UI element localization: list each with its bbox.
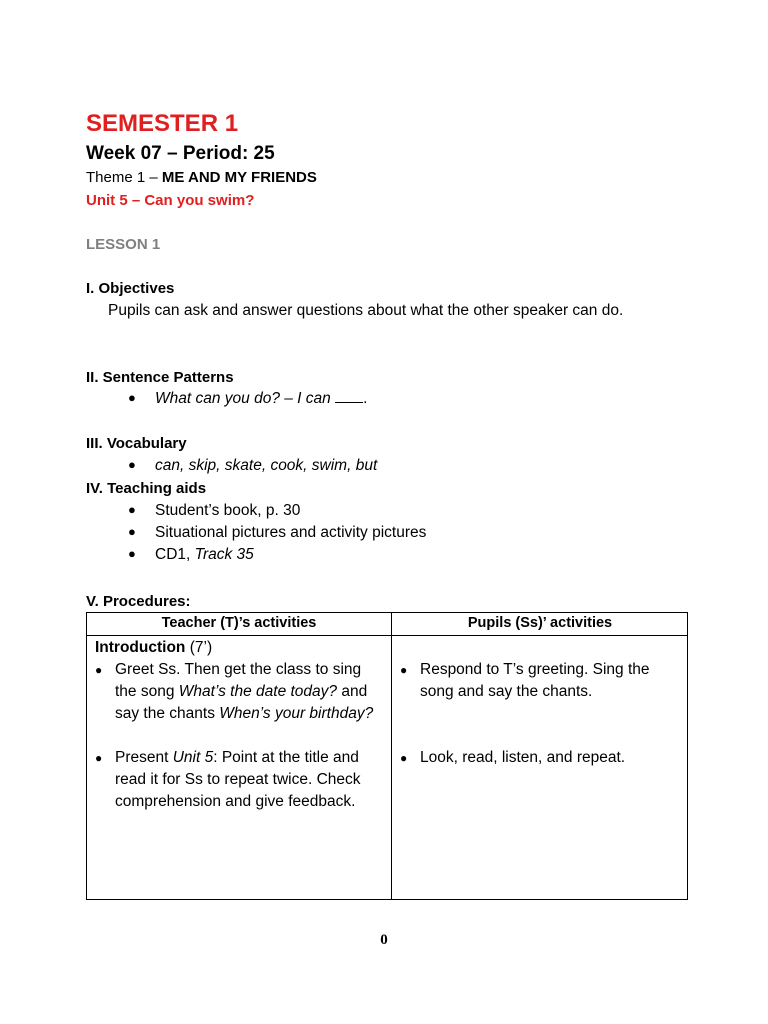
teaching-aid-text: Situational pictures and activity pictures (155, 524, 427, 541)
teaching-aid-text: Student’s book, p. 30 (155, 502, 301, 519)
teaching-aid-item (128, 546, 254, 564)
introduction-label (95, 637, 212, 659)
intro-time: (7’) (185, 639, 213, 656)
vocabulary-heading: III. Vocabulary (86, 435, 187, 452)
sentence-patterns-heading: II. Sentence Patterns (86, 369, 234, 386)
bullet-icon: ● (400, 751, 408, 765)
bullet-icon: ● (128, 546, 136, 561)
page-number: 0 (380, 932, 388, 948)
teaching-aid-text: CD1, (155, 546, 195, 563)
table-column-divider (391, 613, 392, 899)
intro-label: Introduction (95, 639, 186, 656)
lesson-label: LESSON 1 (86, 236, 161, 253)
vocabulary-item (128, 457, 377, 475)
week-period: Week 07 – Period: 25 (86, 143, 275, 164)
table-header-divider (87, 635, 687, 636)
activity-text: Greet Ss. Then get the class to sing the song (115, 661, 362, 700)
unit-title: Unit 5 – Can you swim? (86, 192, 255, 209)
activity-text: Look, read, listen, and repeat. (420, 749, 626, 766)
activity-text: Respond to T’s greeting. Sing the song and say the chants. (420, 661, 650, 700)
bullet-icon: ● (95, 751, 103, 765)
bullet-icon: ● (95, 663, 103, 677)
teaching-aids-heading: IV. Teaching aids (86, 480, 207, 497)
theme-line (86, 169, 317, 186)
teaching-aid-item (128, 502, 300, 520)
theme-prefix: Theme 1 – (86, 169, 162, 186)
unit-reference: Unit 5 (172, 749, 214, 766)
objectives-text: Pupils can ask and answer questions about what the other speaker can do. (108, 302, 624, 319)
procedures-table (86, 612, 688, 900)
teaching-aid-item (128, 524, 426, 542)
track-label: Track 35 (194, 546, 254, 563)
vocabulary-words: can, skip, skate, cook, swim, but (155, 457, 378, 474)
pattern-prefix: What can you do? – I can (155, 390, 331, 407)
objectives-heading: I. Objectives (86, 280, 175, 297)
activity-text: and say the chants (115, 683, 368, 722)
procedures-heading: V. Procedures: (86, 593, 191, 610)
activity-text: : Point at the title and read it for Ss to repeat twice. Check comprehension and give feedback. (115, 749, 361, 810)
bullet-icon: ● (128, 390, 136, 405)
song-title: What’s the date today? (178, 683, 338, 700)
semester-title: SEMESTER 1 (86, 110, 239, 137)
teacher-activity-1 (95, 659, 383, 725)
sentence-pattern-item (128, 390, 367, 408)
pupils-column-header: Pupils (Ss)’ activities (467, 615, 613, 631)
theme-name: ME AND MY FRIENDS (161, 169, 317, 186)
bullet-icon: ● (128, 457, 136, 472)
pattern-suffix: . (363, 390, 368, 407)
pupil-activity-1 (400, 659, 682, 703)
teacher-activity-2 (95, 747, 383, 813)
chant-title: When’s your birthday? (219, 705, 374, 722)
pupil-activity-2 (400, 747, 682, 769)
answer-blank (335, 390, 363, 403)
bullet-icon: ● (128, 502, 136, 517)
activity-text: Present (115, 749, 173, 766)
teacher-column-header: Teacher (T)’s activities (161, 615, 317, 631)
bullet-icon: ● (400, 663, 408, 677)
bullet-icon: ● (128, 524, 136, 539)
